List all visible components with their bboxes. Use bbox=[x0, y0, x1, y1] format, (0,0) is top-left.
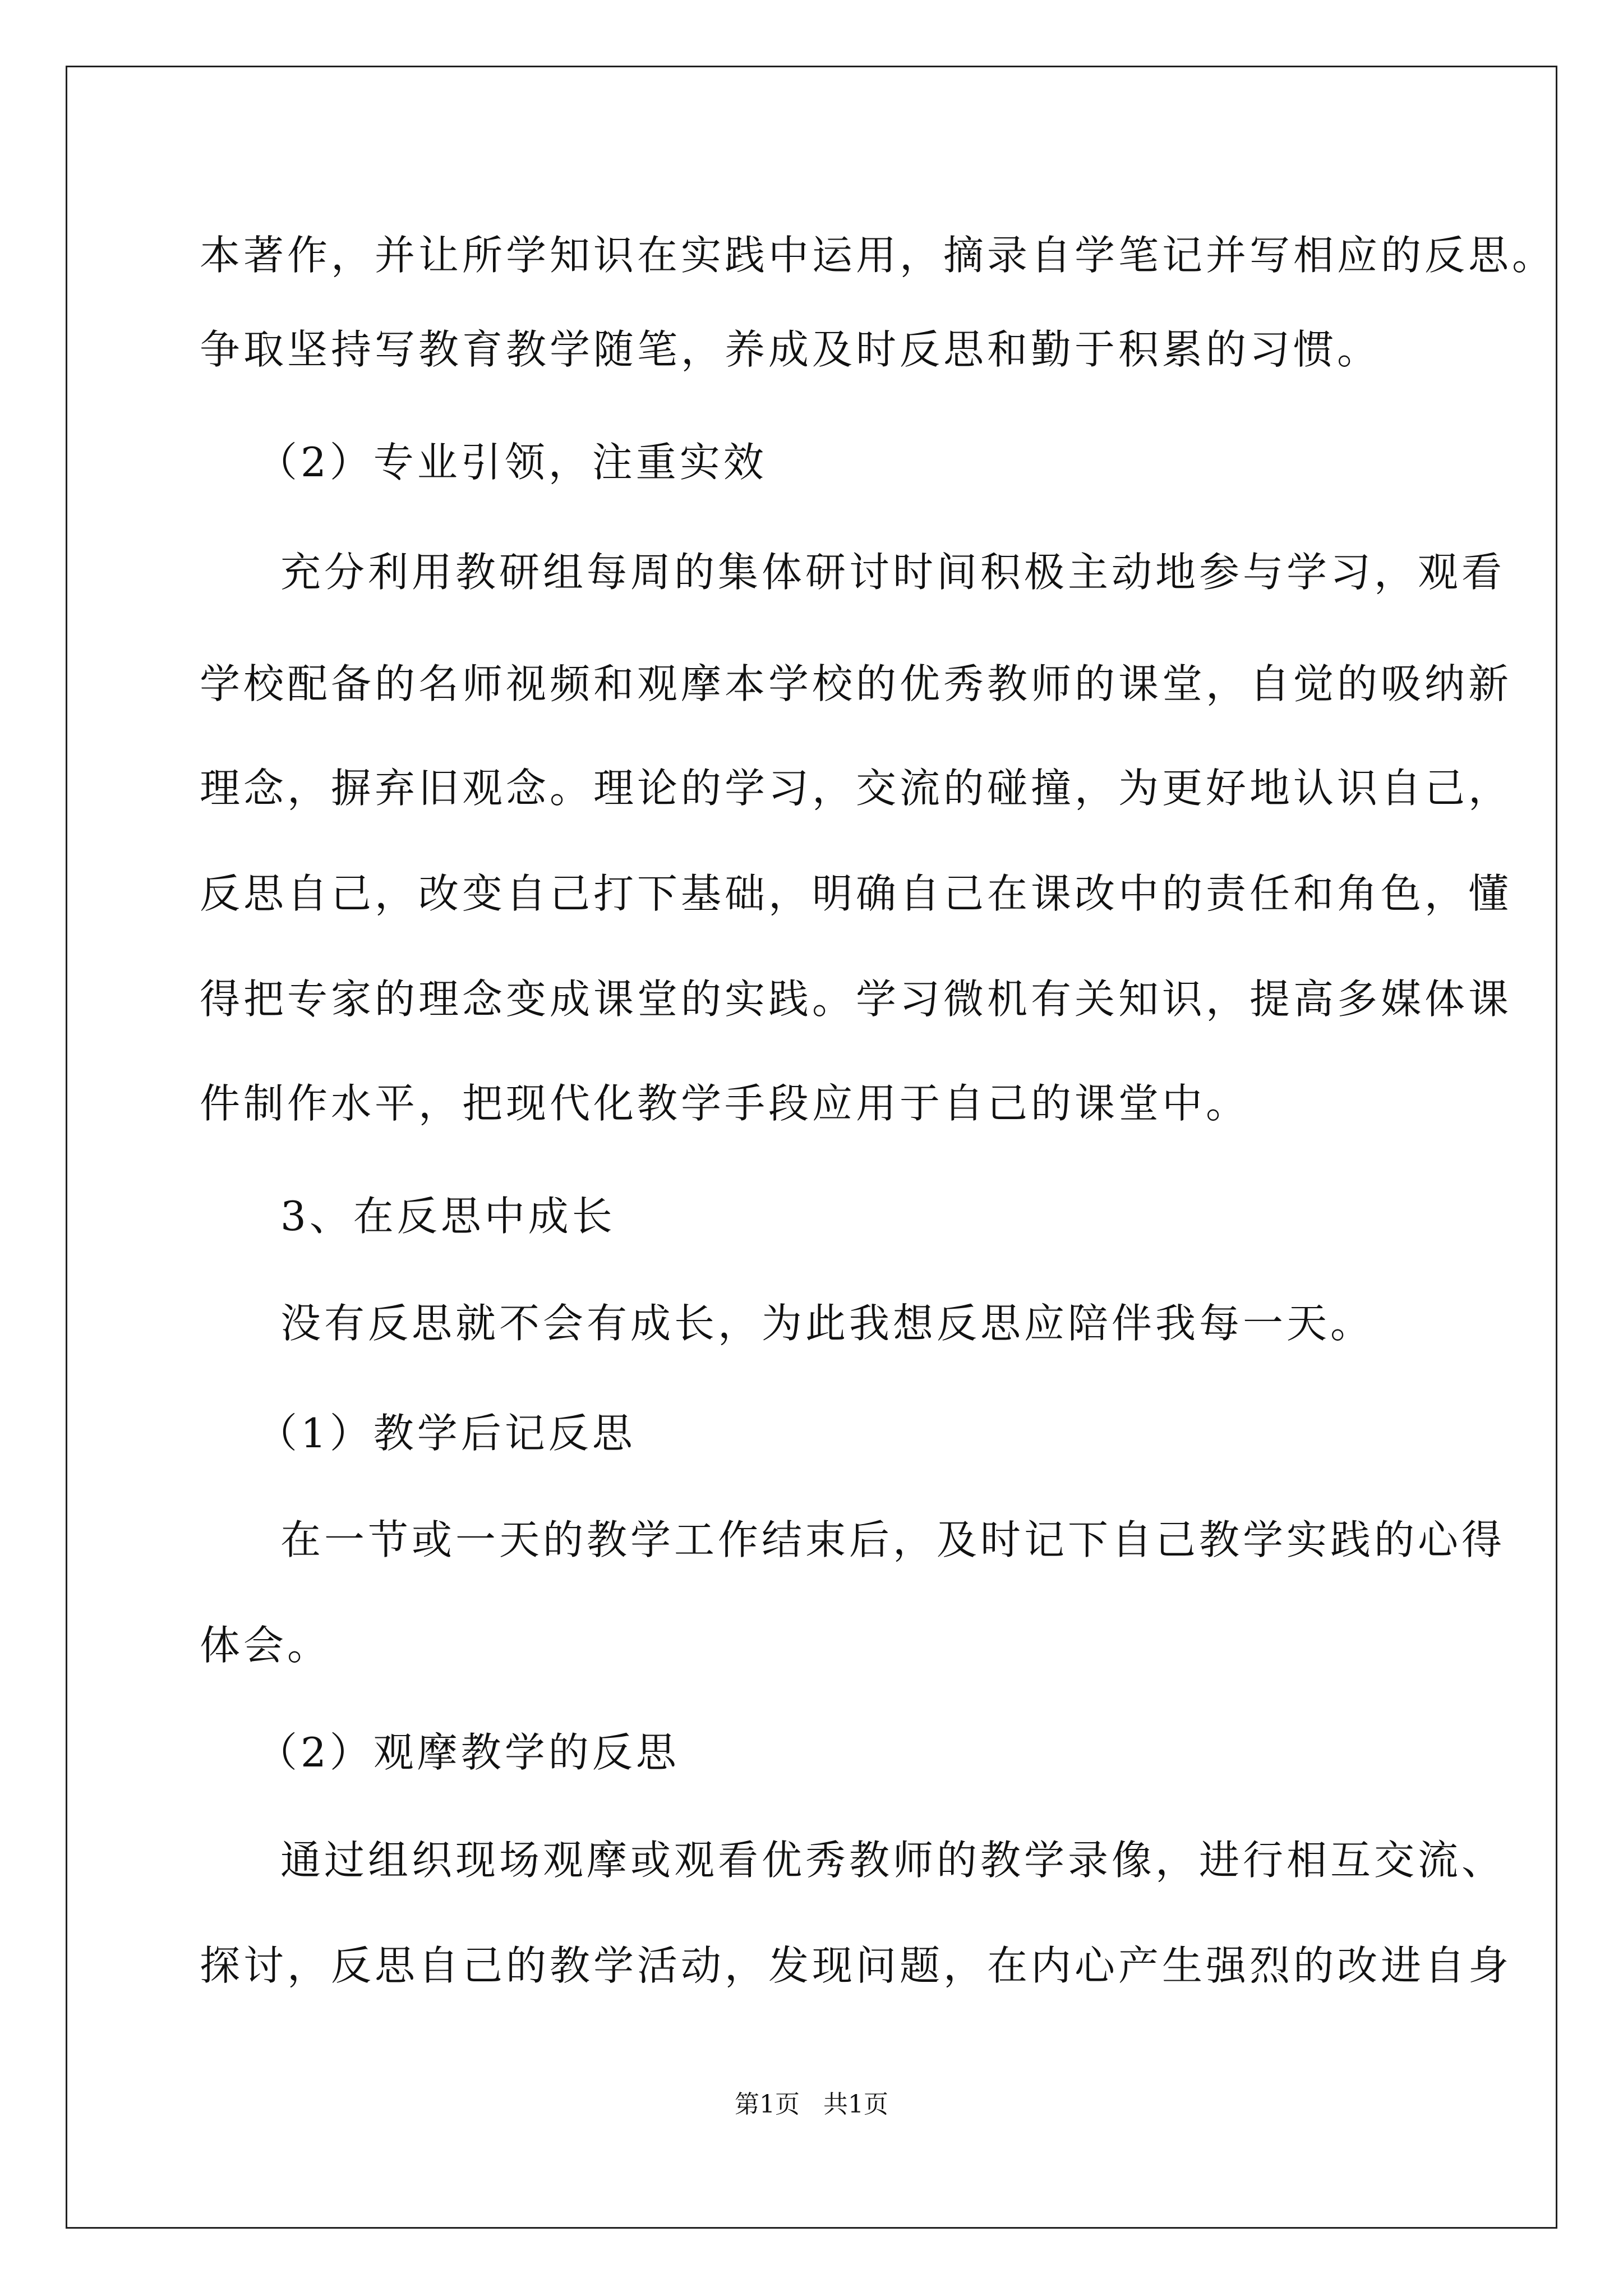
text-line: 争取坚持写教育教学随笔，养成及时反思和勤于积累的习惯。 bbox=[200, 326, 1381, 373]
section-heading: 3、在反思中成长 bbox=[280, 1193, 616, 1240]
section-heading: （1）教学后记反思 bbox=[257, 1410, 636, 1457]
section-heading: （2）专业引领，注重实效 bbox=[257, 439, 767, 486]
text-line: 本著作，并让所学知识在实践中运用，摘录自学笔记并写相应的反思。 bbox=[200, 232, 1556, 279]
section-heading: （2）观摩教学的反思 bbox=[257, 1729, 680, 1776]
text-line: 探讨，反思自己的教学活动，发现问题，在内心产生强烈的改进自身 bbox=[200, 1942, 1513, 1989]
paragraph-first-line: 通过组织现场观摩或观看优秀教师的教学录像，进行相互交流、 bbox=[280, 1837, 1506, 1884]
paragraph-first-line: 充分利用教研组每周的集体研讨时间积极主动地参与学习，观看 bbox=[280, 549, 1506, 596]
paragraph-first-line: 在一节或一天的教学工作结束后，及时记下自己教学实践的心得 bbox=[280, 1516, 1506, 1563]
text-line: 体会。 bbox=[200, 1622, 331, 1669]
paragraph-first-line: 没有反思就不会有成长，为此我想反思应陪伴我每一天。 bbox=[280, 1300, 1375, 1347]
text-line: 理念，摒弃旧观念。理论的学习，交流的碰撞，为更好地认识自己， bbox=[200, 765, 1513, 812]
text-line: 得把专家的理念变成课堂的实践。学习微机有关知识，提高多媒体课 bbox=[200, 976, 1513, 1023]
text-line: 学校配备的名师视频和观摩本学校的优秀教师的课堂，自觉的吸纳新 bbox=[200, 660, 1513, 707]
text-line: 反思自己，改变自己打下基础，明确自己在课改中的责任和角色，懂 bbox=[200, 870, 1513, 917]
page-border bbox=[66, 66, 1557, 2229]
page-number-footer: 第1页 共1页 bbox=[735, 2090, 888, 2119]
text-line: 件制作水平，把现代化教学手段应用于自己的课堂中。 bbox=[200, 1080, 1250, 1127]
